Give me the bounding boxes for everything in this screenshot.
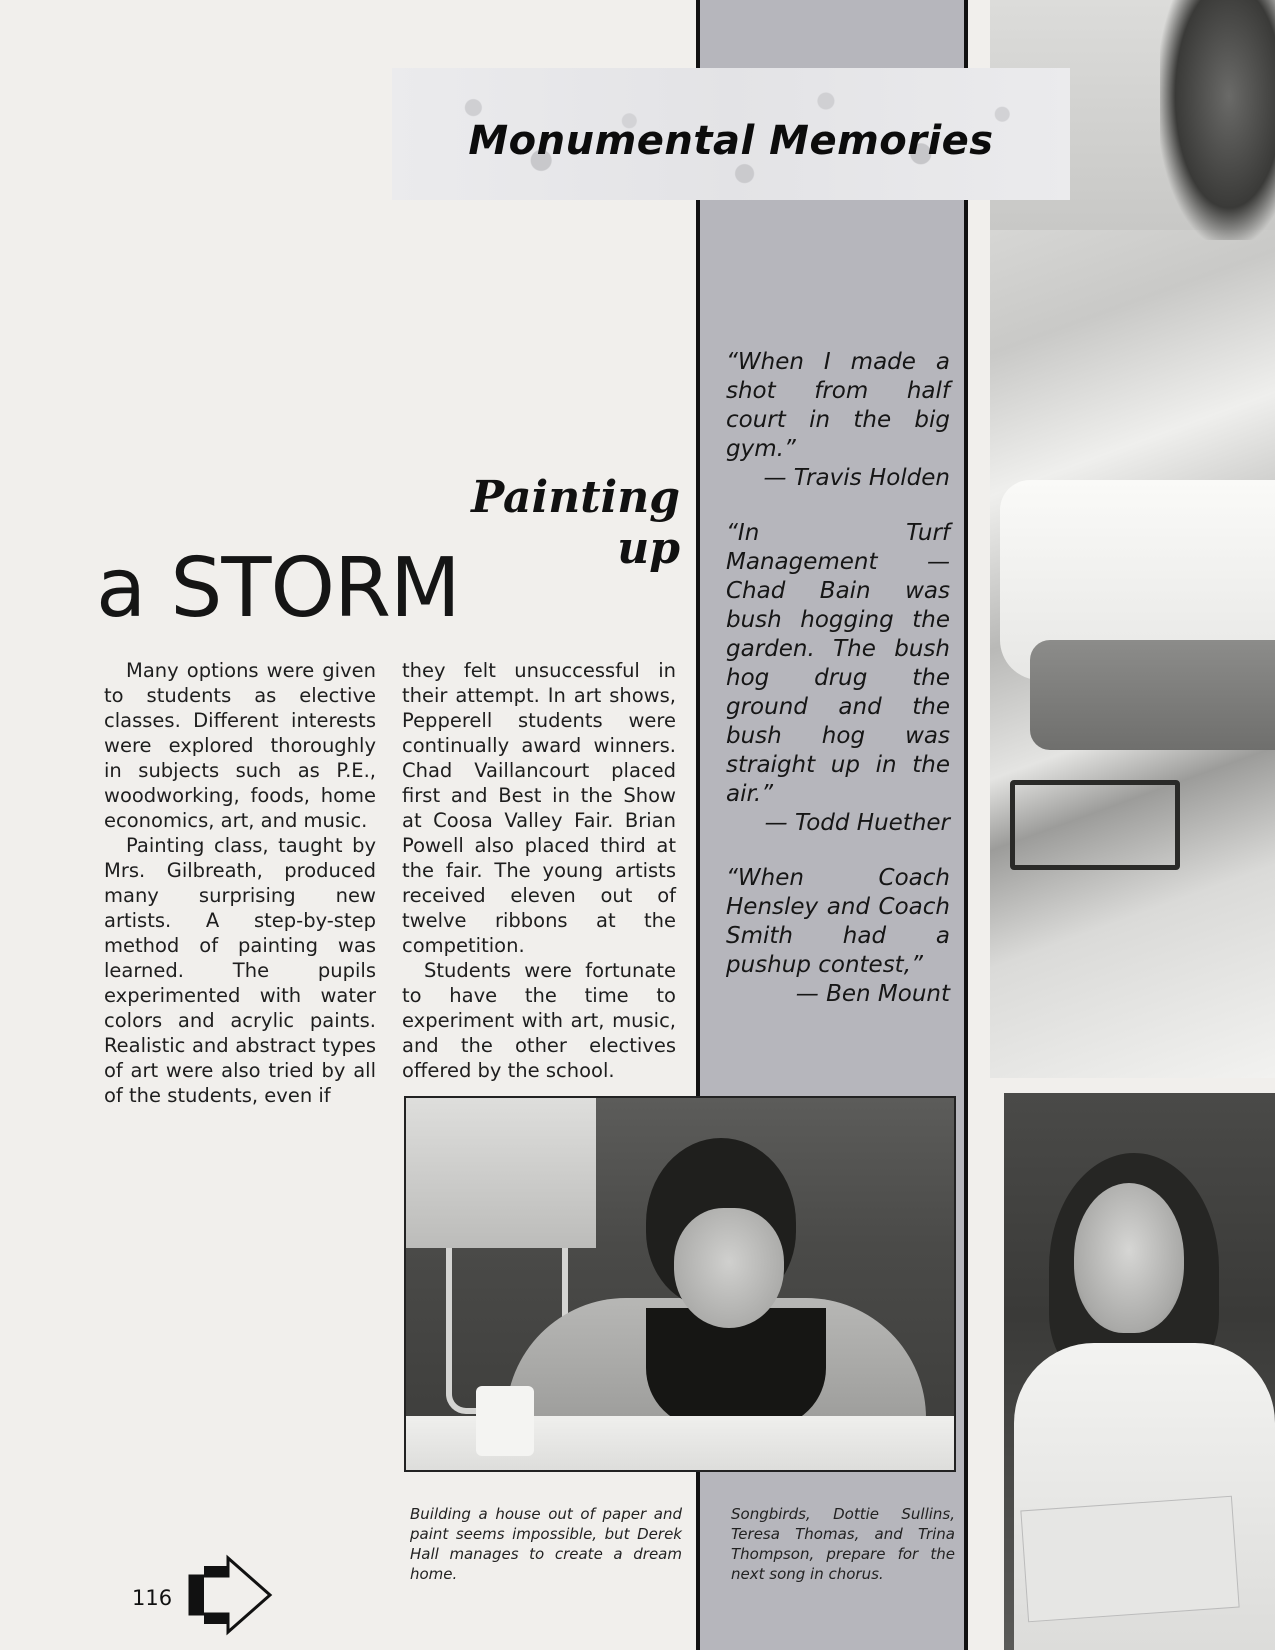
- paragraph: Students were fortunate to have the time to experiment with art, music, and the other electives offered by the school.: [402, 959, 676, 1082]
- headline-subtitle: Painting up: [471, 472, 680, 574]
- paragraph: Many options were given to students as elective classes. Different interests were explored thoroughly in subjects such as P.E., woodworking, foods, home economics, art, and music.: [104, 659, 376, 832]
- page-number: 116: [132, 1586, 173, 1610]
- right-arrow-icon: [184, 1552, 276, 1638]
- quote-text: “In Turf Management — Chad Bain was bush hogging the garden. The bush hog drug the ground and the bush hog was straight up in the air.”: [726, 520, 950, 807]
- quote-text: “When Coach Hensley and Coach Smith had a pushup contest,”: [726, 865, 950, 978]
- quote-text: “When I made a shot from half court in the big gym.”: [726, 349, 950, 462]
- quote-item: [726, 864, 950, 1009]
- paragraph: they felt unsuccessful in their attempt. In art shows, Pepperell students were continually award winners. Chad Vaillancourt placed first and Best in the Show at Coosa Valley Fair. Brian Powell also placed third at the fair. The young artists received eleven out of twelve ribbons at the competition.: [402, 659, 676, 957]
- right-photo-singer: [1004, 1093, 1275, 1650]
- paragraph: Painting class, taught by Mrs. Gilbreath, produced many surprising new artists. A step-by-step method of painting was learned. The pupils experimented with water colors and acrylic paints. Realistic and abstract types of art were also tried by all of the students, even if: [104, 834, 376, 1107]
- article-column-2: [402, 658, 676, 1083]
- photo-caption-right: Songbirds, Dottie Sullins, Teresa Thomas, and Trina Thompson, prepare for the next song in chorus.: [731, 1505, 955, 1583]
- quote-author: — Ben Mount: [795, 981, 950, 1007]
- quote-author: — Travis Holden: [763, 465, 950, 491]
- headline-title: a STORM: [96, 541, 460, 636]
- quote-item: [726, 348, 950, 493]
- quote-author: — Todd Huether: [764, 810, 950, 836]
- photo-caption-center: Building a house out of paper and paint seems impossible, but Derek Hall manages to create a dream home.: [410, 1505, 682, 1583]
- banner-title: Monumental Memories: [468, 118, 994, 164]
- article-column-1: [104, 658, 376, 1108]
- photo-student-painting: [404, 1096, 956, 1472]
- quotes-list: [726, 348, 950, 1035]
- quote-item: [726, 519, 950, 838]
- title-banner: [392, 68, 1070, 200]
